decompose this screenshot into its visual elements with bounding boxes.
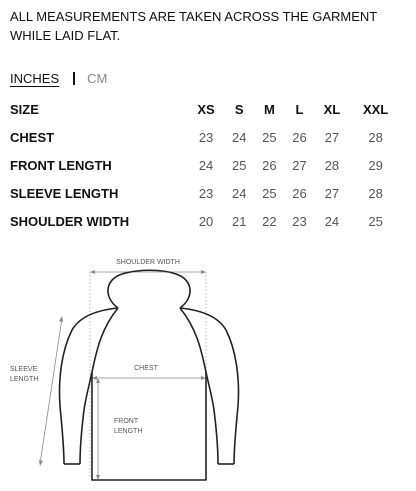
table-cell: 27 [324,129,340,145]
table-cell: 26 [292,185,307,201]
table-cell: 26 [292,129,307,145]
table-cell: 27 [324,185,340,201]
table-cell: 27 [292,157,307,173]
table-cell: 28 [368,129,383,145]
table-cell: 22 [262,213,277,229]
table-cell: 23 [292,213,307,229]
size-header-l: L [295,101,304,117]
table-cell: 24 [231,129,247,145]
measurement-note: ALL MEASUREMENTS ARE TAKEN ACROSS THE GARMENT WHILE LAID FLAT. [10,9,377,43]
size-header-row [10,95,402,123]
size-header-m: M [263,101,275,117]
front-length-label-line2: LENGTH [114,428,143,435]
table-cell: 20 [198,213,214,229]
table-cell: 23 [198,129,214,145]
table-cell: 24 [198,157,214,173]
table-cell: 29 [368,157,383,173]
table-cell: 21 [231,213,247,229]
table-cell: 24 [324,213,340,229]
table-cell: 25 [368,213,383,229]
table-cell: 25 [262,185,277,201]
hood-shape [108,270,190,308]
sleeve-length-label-line1: SLEEVE [10,366,38,373]
table-cell: 25 [262,129,277,145]
table-row-chest [10,123,402,151]
unit-cm-tab[interactable]: CM [87,71,108,86]
row-label-sleeve-length: SLEEVE LENGTH [10,185,119,201]
body-outline [92,372,206,480]
row-label-front-length: FRONT LENGTH [10,157,112,173]
front-length-label-line1: FRONT [114,418,139,425]
arrow-head-icon [39,460,43,466]
table-cell: 26 [262,157,277,173]
left-sleeve-inner [80,372,92,464]
size-header-xl: XL [323,101,341,117]
arrow-head-icon [90,270,95,274]
table-cell: 28 [368,185,383,201]
row-label-shoulder-width: SHOULDER WIDTH [10,213,130,229]
chest-label: CHEST [134,365,158,372]
hoodie-outline [60,270,239,480]
row-label-chest: CHEST [10,129,55,145]
size-header-xxl: XXL [362,101,389,117]
size-header-label: SIZE [10,101,39,117]
shoulder-width-label: SHOULDER WIDTH [116,259,180,266]
unit-inches-tab[interactable]: INCHES [10,71,60,86]
table-cell: 28 [324,157,340,173]
size-chart-table [10,95,402,235]
size-header-xs: XS [197,101,215,117]
hoodie-measurement-diagram [0,250,300,491]
table-cell: 25 [231,157,247,173]
right-sleeve-inner [206,372,218,464]
right-armhole-seam [180,308,206,372]
table-cell: 24 [231,185,247,201]
table-row-shoulder-width [10,207,402,235]
arrow-head-icon [201,270,206,274]
table-row-sleeve-length [10,179,402,207]
unit-toggle [10,71,107,86]
table-row-front-length [10,151,402,179]
size-header-s: S [234,101,244,117]
arrow-head-icon [59,316,63,322]
sleeve-length-label-line2: LENGTH [10,376,39,383]
unit-divider [73,72,75,85]
table-cell: 23 [198,185,214,201]
left-armhole-seam [92,308,118,372]
